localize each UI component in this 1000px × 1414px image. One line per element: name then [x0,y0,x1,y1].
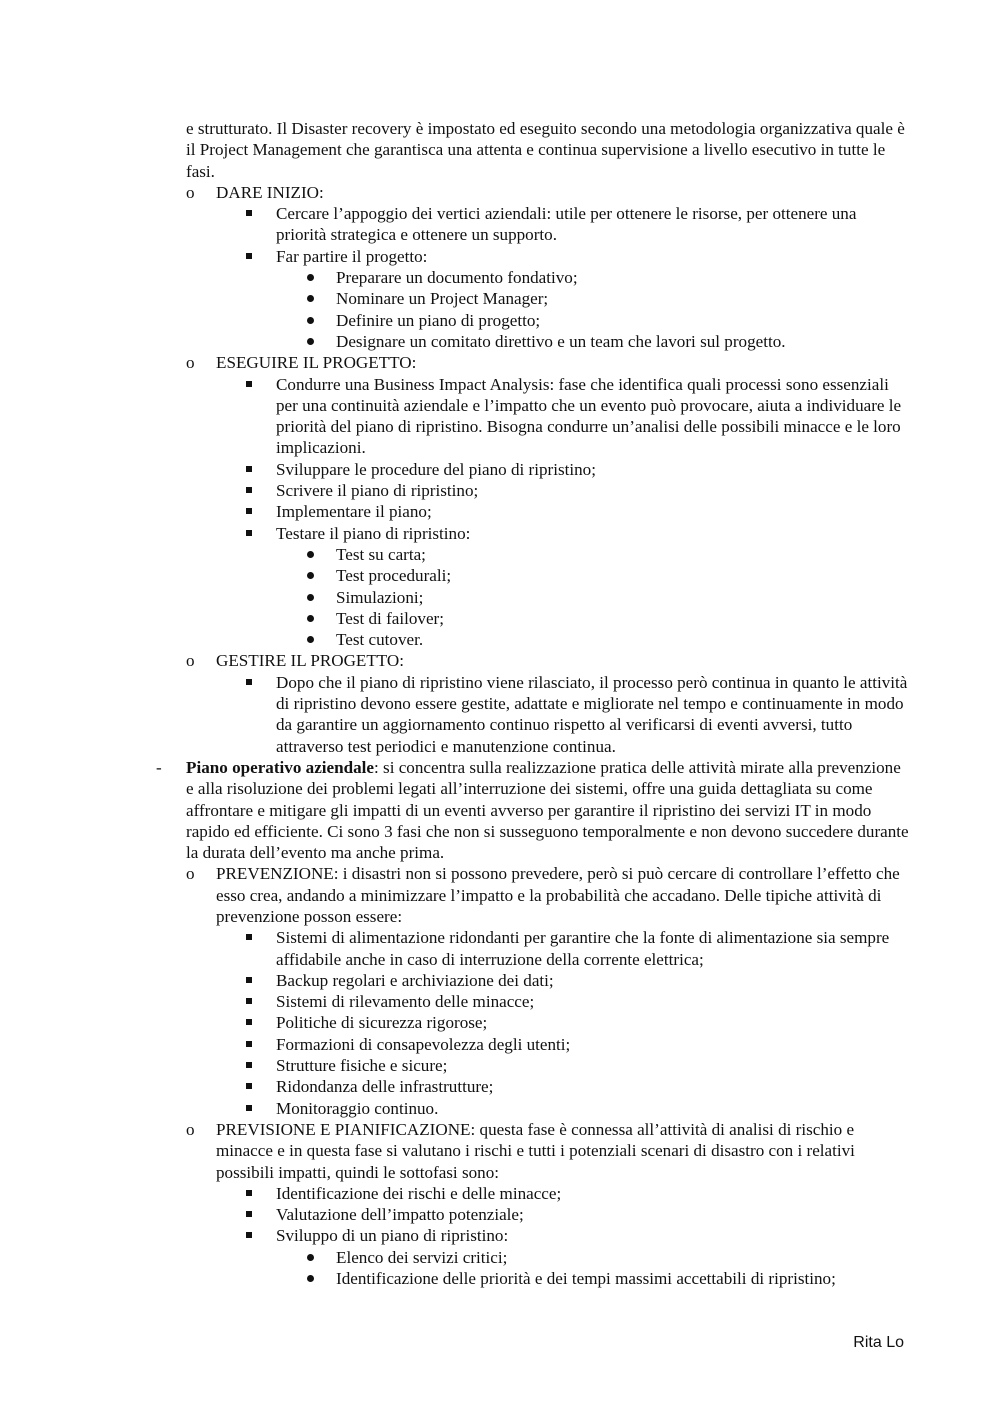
list-item [276,1098,911,1119]
round-bullet-icon [307,551,314,558]
sub-list-item-text: Identificazione delle priorità e dei tempi massimi accettabili di ripristino; [336,1269,836,1289]
sub-list-item-text: Elenco dei servizi critici; [336,1247,508,1267]
round-bullet-icon [307,594,314,601]
list-item [276,1034,911,1055]
square-bullet-icon [246,210,252,216]
list-item-text: Sistemi di alimentazione ridondanti per garantire che la fonte di alimentazione sia sempre affidabile anche in caso di interruzione della corrente elettrica; [276,928,890,969]
square-bullet-icon [246,1232,252,1238]
footer-author: Rita Lo [853,1334,904,1351]
square-bullet-icon [246,977,252,983]
sub-list-item [336,1268,911,1289]
list-item-text: Testare il piano di ripristino: [276,523,471,543]
sub-list-item [336,629,911,650]
list-item-text: Valutazione dell’impatto potenziale; [276,1205,524,1225]
list-item [276,374,911,459]
list-item [276,501,911,522]
section-item [186,182,911,203]
round-bullet-icon [307,274,314,281]
sub-list-item-text: Definire un piano di progetto; [336,310,541,330]
list-item [276,927,911,970]
circle-bullet: o [186,864,195,884]
page-content [156,118,911,1289]
circle-bullet: o [186,353,195,373]
project-phases-list [186,182,911,757]
square-bullet-icon [246,1105,252,1111]
round-bullet-icon [307,615,314,622]
list-item [276,1204,911,1225]
round-bullet-icon [307,1275,314,1282]
sub-list-item-text: Simulazioni; [336,587,424,607]
dash-bullet: - [156,757,162,777]
section-title: PREVISIONE E PIANIFICAZIONE: questa fase è connessa all’attività di analisi di rischio e minacce e in questa fase si valutano i rischi e tutti i potenziali scenari di disastro con i relativi possibili impatti, quindi le sottofasi sono: [216,1119,855,1182]
section-title: PREVENZIONE: i disastri non si possono prevedere, però si può cercare di controllare l’effetto che esso crea, andando a minimizzare l’impatto e la probabilità che accadano. Delle tipiche attività di prevenzione posson essere: [216,864,900,926]
list-item [276,523,911,544]
list-item [276,1012,911,1033]
list-item [276,203,911,246]
list-item-text: Far partire il progetto: [276,246,428,266]
square-bullet-icon [246,466,252,472]
section-item [186,650,911,671]
sub-list-item-text: Test cutover. [336,630,424,650]
round-bullet-icon [307,317,314,324]
sub-list-item-text: Preparare un documento fondativo; [336,268,578,288]
section-item [186,352,911,373]
section-title: GESTIRE IL PROGETTO: [216,651,405,671]
intro-paragraph: e strutturato. Il Disaster recovery è impostato ed eseguito secondo una metodologia organizzativa quale è il Project Management che garantisca una attenta e continua supervisione a livello esecutivo in tutte le fasi. [186,119,905,181]
square-bullet-icon [246,1190,252,1196]
list-item [276,1183,911,1204]
section-title: DARE INIZIO: [216,182,324,202]
square-bullet-icon [246,1062,252,1068]
list-item-text: Sviluppare le procedure del piano di ripristino; [276,459,596,479]
list-item [276,672,911,757]
sub-list-item-text: Nominare un Project Manager; [336,289,549,309]
list-item-text: Sistemi di rilevamento delle minacce; [276,992,535,1012]
list-item-text: Identificazione dei rischi e delle minacce; [276,1183,562,1203]
list-item-text: Backup regolari e archiviazione dei dati; [276,970,554,990]
list-item-text: Formazioni di consapevolezza degli utenti; [276,1034,571,1054]
square-bullet-icon [246,487,252,493]
list-item-text: Ridondanza delle infrastrutture; [276,1077,494,1097]
section-title: ESEGUIRE IL PROGETTO: [216,353,417,373]
sub-list-item [336,310,911,331]
list-item [276,1225,911,1246]
sub-list-item [336,267,911,288]
square-bullet-icon [246,998,252,1004]
round-bullet-icon [307,338,314,345]
list-item [276,459,911,480]
piano-operativo-paragraph [156,757,911,863]
round-bullet-icon [307,295,314,302]
round-bullet-icon [307,572,314,579]
square-bullet-icon [246,1211,252,1217]
list-item-text: Dopo che il piano di ripristino viene rilasciato, il processo però continua in quanto le attività di ripristino devono essere gestite, adattate e migliorate nel tempo e continuamente in modo da garantire un aggiornamento continuo rispetto al verificarsi di eventi avversi, tutto attraverso test periodici e manutenzione continua. [276,672,908,756]
round-bullet-icon [307,636,314,643]
sub-list-item [336,288,911,309]
sub-list-item [336,608,911,629]
list-item-text: Strutture fisiche e sicure; [276,1056,448,1076]
square-bullet-icon [246,253,252,259]
sub-list-item-text: Test procedurali; [336,566,452,586]
sub-list-item [336,587,911,608]
square-bullet-icon [246,381,252,387]
section-item [186,863,911,927]
list-item [276,1076,911,1097]
circle-bullet: o [186,651,195,671]
circle-bullet: o [186,182,195,202]
square-bullet-icon [246,934,252,940]
piano-phases-list [186,863,911,1289]
circle-bullet: o [186,1119,195,1139]
list-item-text: Implementare il piano; [276,502,432,522]
sub-list-item-text: Test su carta; [336,544,426,564]
piano-operativo-description: : si concentra sulla realizzazione pratica delle attività mirate alla prevenzione e alla risoluzione dei problemi legati all’interruzione dei sistemi, offre una guida dettagliata su come affrontare e mitigare gli impatti di un eventi avverso per garantire il ripristino dei servizi IT in modo rapido ed efficiente. Ci sono 3 fasi che non si susseguono temporalmente e non devono succedere durante la durata dell’evento ma anche prima. [186,757,909,863]
sub-list-item [336,331,911,352]
list-item [276,480,911,501]
list-item-text: Condurre una Business Impact Analysis: fase che identifica quali processi sono essenziali per una continuità aziendale e l’impatto che un evento può provocare, aiuta a individuare le priorità del piano di ripristino. Bisogna condurre un’analisi delle possibili minacce e le loro implicazioni. [276,374,902,458]
list-item-text: Politiche di sicurezza rigorose; [276,1013,488,1033]
square-bullet-icon [246,1041,252,1047]
list-item [276,1055,911,1076]
piano-operativo-term: Piano operativo aziendale [186,757,375,777]
sub-list-item-text: Designare un comitato direttivo e un team che lavori sul progetto. [336,331,786,351]
square-bullet-icon [246,1019,252,1025]
sub-list-item [336,1247,911,1268]
square-bullet-icon [246,508,252,514]
section-item [186,1119,911,1183]
list-item [276,970,911,991]
square-bullet-icon [246,679,252,685]
list-item-text: Monitoraggio continuo. [276,1098,439,1118]
list-item-text: Scrivere il piano di ripristino; [276,481,479,501]
list-item [276,246,911,267]
list-item-text: Cercare l’appoggio dei vertici aziendali: utile per ottenere le risorse, per ottenere una priorità strategica e ottenere un supporto. [276,204,857,245]
square-bullet-icon [246,530,252,536]
sub-list-item [336,544,911,565]
square-bullet-icon [246,1083,252,1089]
round-bullet-icon [307,1254,314,1261]
sub-list-item-text: Test di failover; [336,608,444,628]
list-item [276,991,911,1012]
sub-list-item [336,565,911,586]
list-item-text: Sviluppo di un piano di ripristino: [276,1226,509,1246]
